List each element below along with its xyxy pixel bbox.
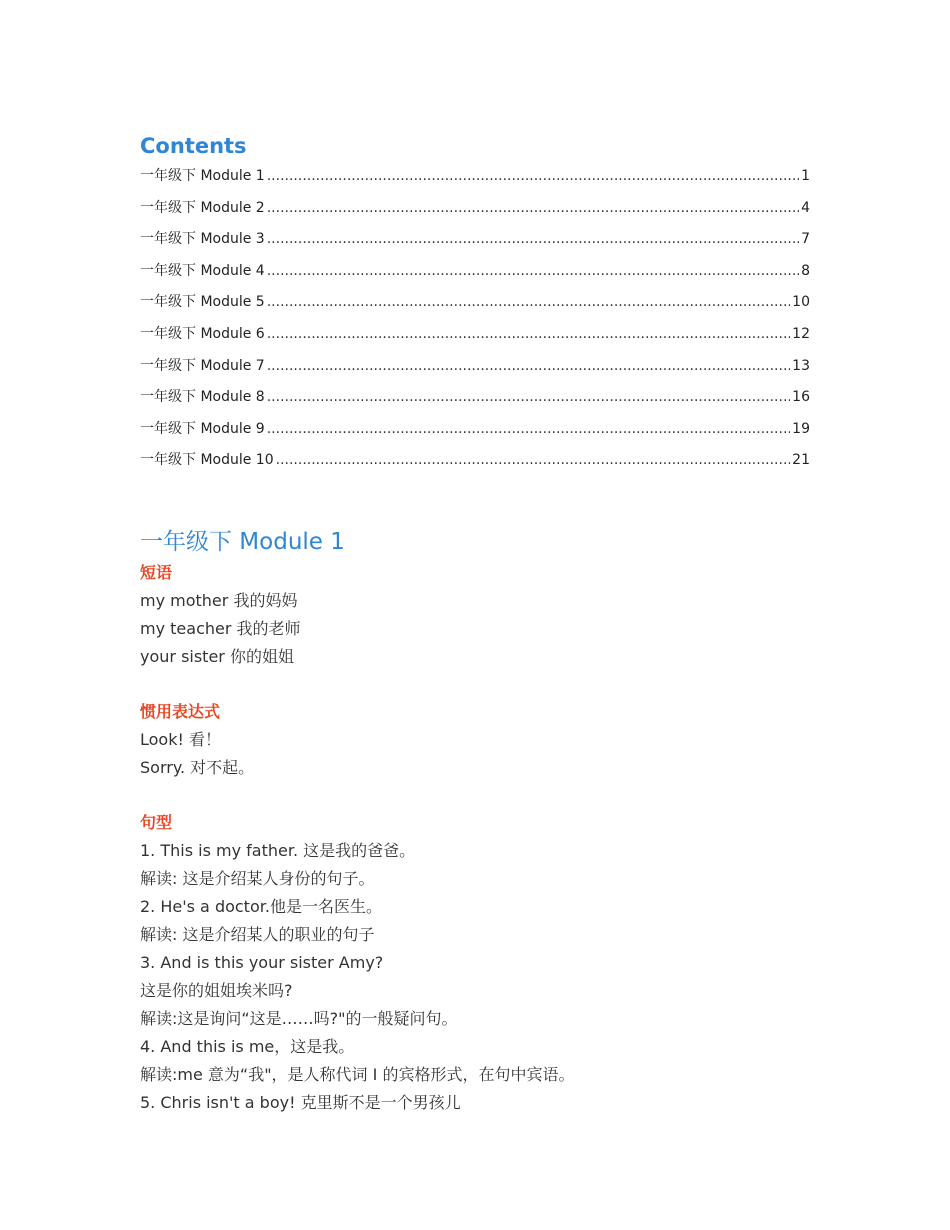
toc-entry[interactable] [140,445,810,477]
section-spacer [140,671,810,698]
toc-entry-label: 一年级下 Module 6 [140,325,265,342]
toc-leader-dots [276,445,791,477]
toc-entry-label: 一年级下 Module 4 [140,262,265,279]
section-spacer [140,782,810,809]
sentence-line: 解读: 这是介绍某人身份的句子。 [140,868,375,888]
toc-entry-label: 一年级下 Module 7 [140,357,265,374]
sentence-line: 1. This is my father. 这是我的爸爸。 [140,840,416,860]
sentence-line: 解读:这是询问“这是……吗?"的一般疑问句。 [140,1008,458,1028]
phrase-line: my mother 我的妈妈 [140,590,298,610]
toc-entry[interactable] [140,287,810,319]
toc-entry-page: 16 [792,389,810,406]
sentence-line: 4. And this is me，这是我。 [140,1036,355,1056]
phrases-heading: 短语 [140,562,173,582]
sentence-line: 解读:me 意为“我"，是人称代词 I 的宾格形式，在句中宾语。 [140,1064,575,1084]
toc-entry-label: 一年级下 Module 5 [140,294,265,311]
toc-leader-dots [267,161,799,193]
toc-entry-label: 一年级下 Module 2 [140,199,265,216]
toc-entry-page: 13 [792,357,810,374]
toc-entry-label: 一年级下 Module 3 [140,231,265,248]
sentence-line: 5. Chris isn't a boy! 克里斯不是一个男孩儿 [140,1092,461,1112]
toc-entry-page: 12 [792,325,810,342]
sentence-line: 这是你的姐姐埃米吗? [140,980,293,1000]
sentences-heading: 句型 [140,812,173,832]
toc-entry[interactable] [140,193,810,225]
expression-line: Look! 看！ [140,729,221,749]
toc-leader-dots [267,224,799,256]
phrase-line: your sister 你的姐姐 [140,646,294,666]
toc-entry[interactable] [140,256,810,288]
toc-entry-label: 一年级下 Module 1 [140,168,265,184]
toc-entry[interactable] [140,319,810,351]
toc-entry[interactable] [140,161,810,193]
toc-entry-label: 一年级下 Module 8 [140,389,265,406]
sentence-line: 3. And is this your sister Amy? [140,952,384,972]
toc-leader-dots [267,319,790,351]
toc-entry-page: 10 [792,294,810,311]
toc-entry-label: 一年级下 Module 9 [140,420,265,437]
sentence-line: 解读: 这是介绍某人的职业的句子 [140,924,375,944]
toc-entry[interactable] [140,414,810,446]
toc-entry[interactable] [140,382,810,414]
toc-entry[interactable] [140,351,810,383]
sentence-line: 2. He's a doctor.他是一名医生。 [140,896,382,916]
expression-line: Sorry. 对不起。 [140,757,255,777]
phrase-line: my teacher 我的老师 [140,618,301,638]
toc-entry[interactable] [140,224,810,256]
toc-leader-dots [267,256,799,288]
toc-leader-dots [267,351,790,383]
document-content [140,131,810,1117]
module-title: 一年级下 Module 1 [140,528,345,555]
toc-entry-label: 一年级下 Module 10 [140,452,274,469]
toc-entry-page: 8 [801,262,810,279]
toc-leader-dots [267,414,790,446]
toc-title: Contents [140,134,247,158]
toc-leader-dots [267,382,790,414]
toc-leader-dots [267,193,799,225]
toc-entry-page: 21 [792,452,810,469]
toc-entry-page: 1 [801,168,810,184]
expressions-heading: 惯用表达式 [140,701,221,721]
toc-entry-page: 19 [792,420,810,437]
toc-entry-page: 4 [801,199,810,216]
toc-leader-dots [267,287,790,319]
toc-entry-page: 7 [801,231,810,248]
table-of-contents [140,161,810,477]
